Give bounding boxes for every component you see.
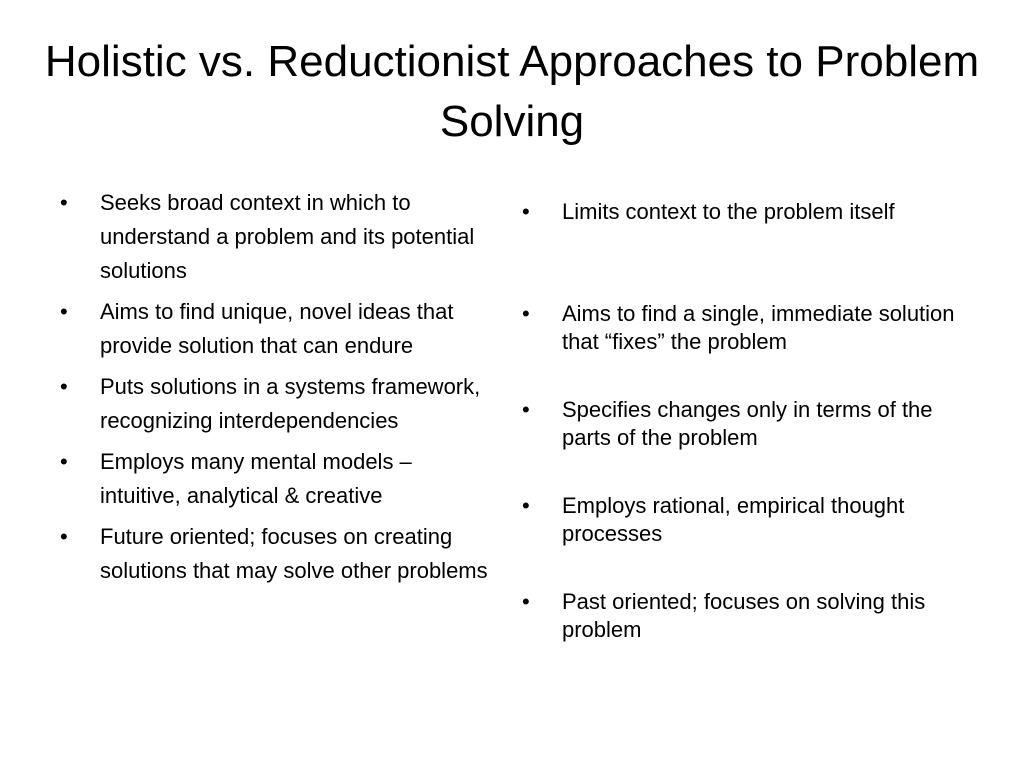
bullet-icon: •: [60, 190, 68, 215]
bullet-text: Limits context to the problem itself: [562, 199, 895, 224]
bullet-text: Past oriented; focuses on solving this problem: [562, 589, 926, 642]
holistic-bullet: [58, 186, 498, 288]
bullet-text: Aims to find unique, novel ideas that provide solution that can endure: [100, 299, 454, 358]
holistic-bullet-list: [58, 186, 498, 595]
holistic-bullet: [58, 295, 498, 363]
holistic-bullet: [58, 370, 498, 438]
bullet-text: Puts solutions in a systems framework, recognizing interdependencies: [100, 374, 481, 433]
reductionist-bullet: [520, 198, 980, 226]
bullet-icon: •: [522, 397, 530, 422]
reductionist-bullet-list: [520, 198, 980, 644]
bullet-text: Seeks broad context in which to understand a problem and its potential solutions: [100, 190, 475, 283]
holistic-bullet: [58, 445, 498, 513]
bullet-icon: •: [522, 301, 530, 326]
bullet-icon: •: [60, 374, 68, 399]
reductionist-bullet: [520, 396, 980, 452]
bullet-text: Aims to find a single, immediate solution that “fixes” the problem: [562, 301, 955, 354]
slide-title: Holistic vs. Reductionist Approaches to Problem Solving: [44, 37, 980, 146]
reductionist-bullet: [520, 300, 980, 356]
reductionist-bullet: [520, 492, 980, 548]
bullet-text: Specifies changes only in terms of the parts of the problem: [562, 397, 933, 450]
bullet-icon: •: [60, 449, 68, 474]
bullet-text: Employs many mental models – intuitive, analytical & creative: [100, 449, 412, 508]
bullet-icon: •: [60, 524, 68, 549]
bullet-icon: •: [522, 199, 530, 224]
bullet-icon: •: [522, 493, 530, 518]
bullet-icon: •: [522, 589, 530, 614]
reductionist-bullet: [520, 588, 980, 644]
bullet-text: Future oriented; focuses on creating solutions that may solve other problems: [100, 524, 488, 583]
holistic-bullet: [58, 520, 498, 588]
bullet-text: Employs rational, empirical thought processes: [562, 493, 905, 546]
bullet-icon: •: [60, 299, 68, 324]
